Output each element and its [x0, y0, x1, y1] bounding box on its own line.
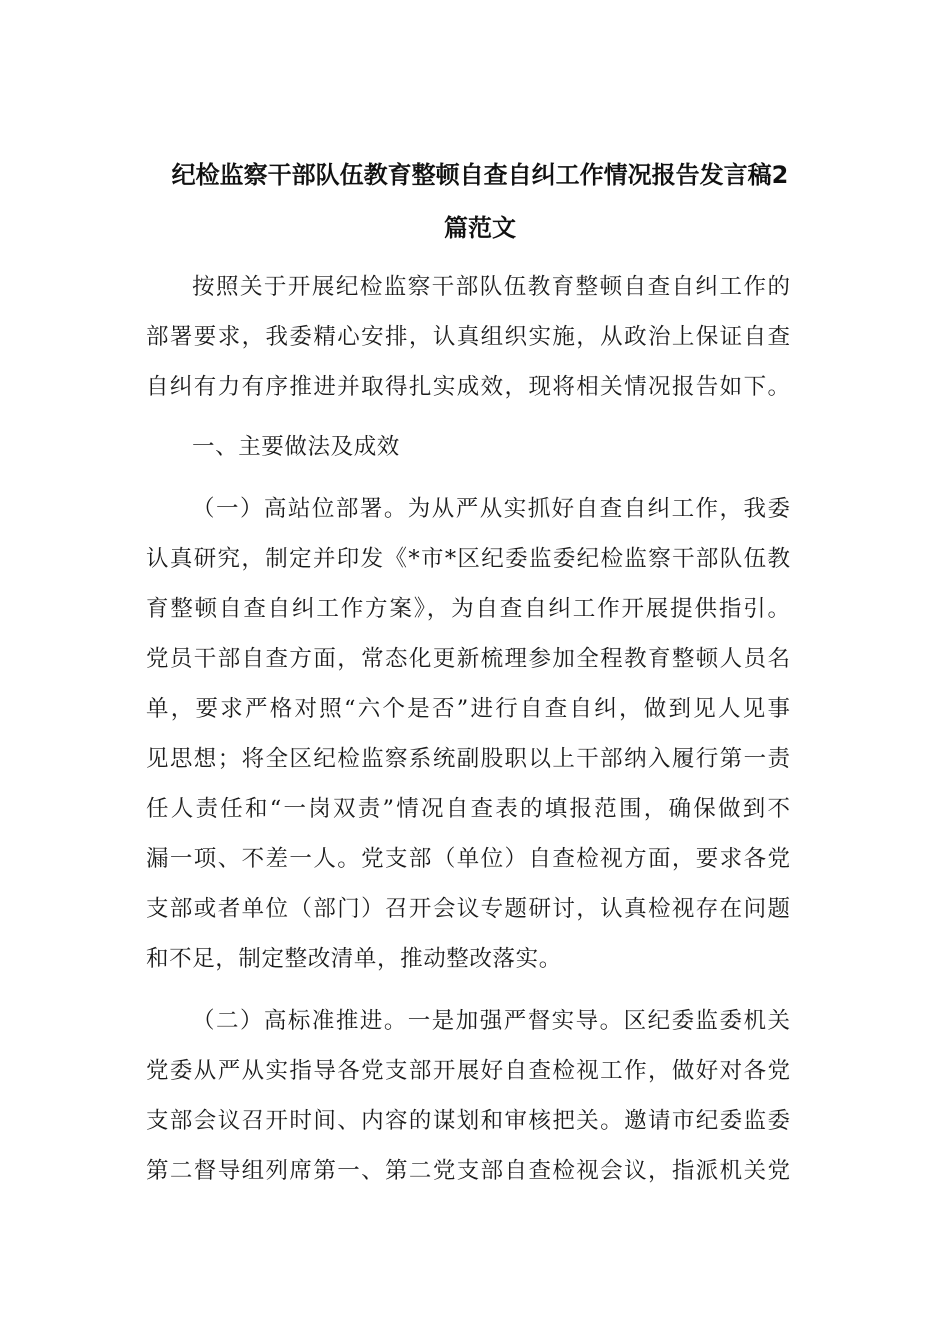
paragraph-line: 党委从严从实指导各党支部开展好自查检视工作，做好对各党 — [146, 1058, 790, 1084]
paragraph-line: 部署要求，我委精心安排，认真组织实施，从政治上保证自查 — [146, 324, 790, 350]
paragraph-line: 和不足，制定整改清单，推动整改落实。 — [146, 946, 562, 972]
paragraph-line: 漏一项、不差一人。党支部（单位）自查检视方面，要求各党 — [146, 846, 790, 872]
document-title-line-2: 篇范文 — [444, 214, 516, 242]
paragraph-line: 支部或者单位（部门）召开会议专题研讨，认真检视存在问题 — [146, 896, 790, 922]
paragraph-line: 党员干部自查方面，常态化更新梳理参加全程教育整顿人员名 — [146, 646, 790, 672]
paragraph-line: 按照关于开展纪检监察干部队伍教育整顿自查自纠工作的 — [192, 274, 790, 300]
paragraph-line: （二）高标准推进。一是加强严督实导。区纪委监委机关 — [192, 1008, 790, 1034]
paragraph-line: 见思想；将全区纪检监察系统副股职以上干部纳入履行第一责 — [146, 746, 790, 772]
paragraph-line: （一）高站位部署。为从严从实抓好自查自纠工作，我委 — [192, 496, 790, 522]
paragraph-line: 自纠有力有序推进并取得扎实成效，现将相关情况报告如下。 — [146, 374, 790, 400]
paragraph-line: 第二督导组列席第一、第二党支部自查检视会议，指派机关党 — [146, 1158, 790, 1184]
document-title-line-1: 纪检监察干部队伍教育整顿自查自纠工作情况报告发言稿2 — [171, 161, 789, 189]
paragraph-line: 认真研究，制定并印发《*市*区纪委监委纪检监察干部队伍教 — [146, 546, 790, 572]
paragraph-line: 支部会议召开时间、内容的谋划和审核把关。邀请市纪委监委 — [146, 1108, 790, 1134]
paragraph-line: 任人责任和“一岗双责”情况自查表的填报范围，确保做到不 — [146, 796, 790, 822]
paragraph-line: 单，要求严格对照“六个是否”进行自查自纠，做到见人见事 — [146, 696, 790, 722]
paragraph-line: 育整顿自查自纠工作方案》，为自查自纠工作开展提供指引。 — [146, 596, 790, 622]
section-heading: 一、主要做法及成效 — [192, 434, 400, 460]
